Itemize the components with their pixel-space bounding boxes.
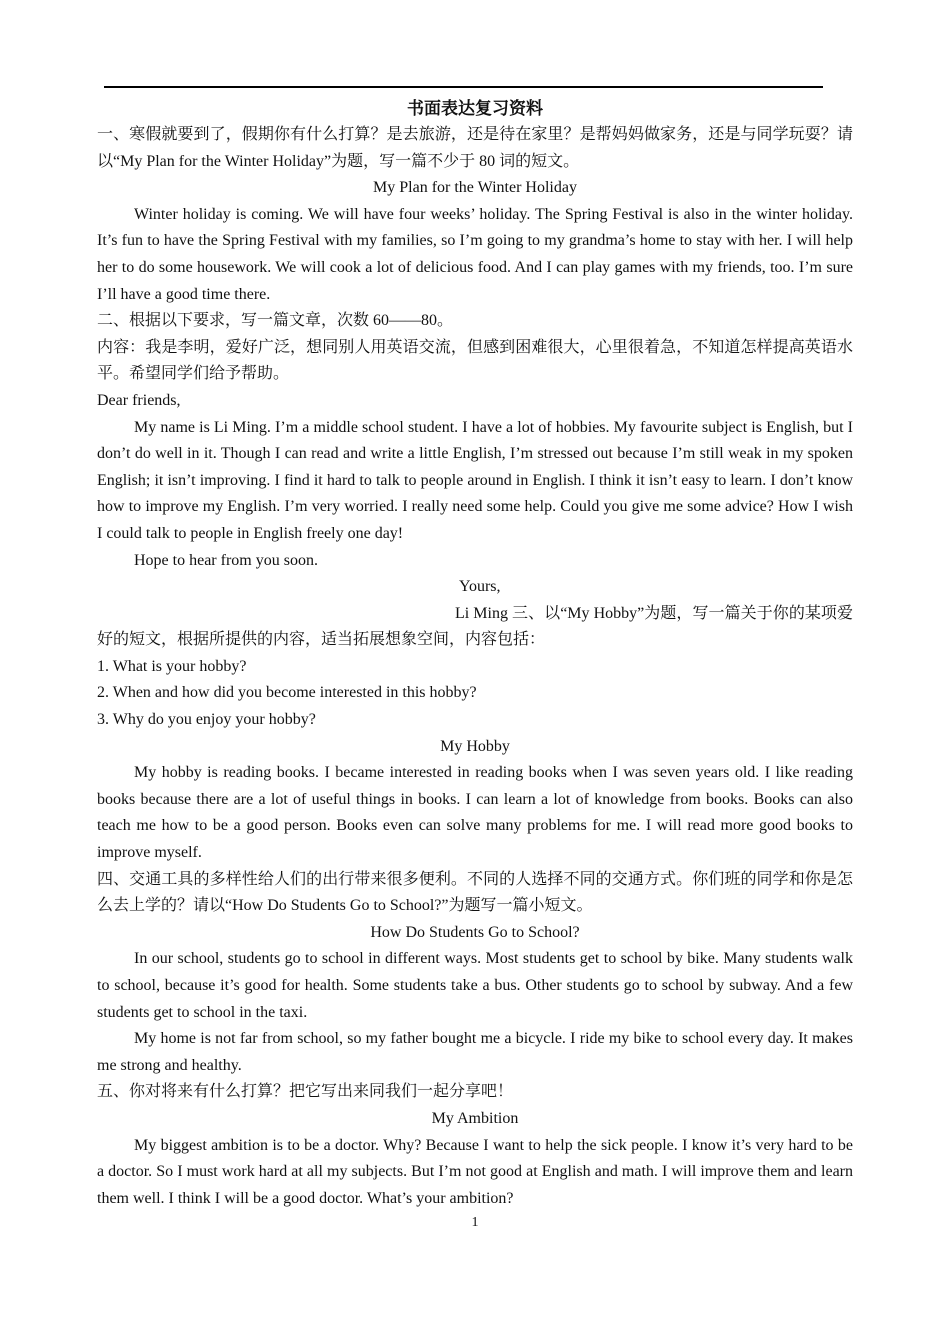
section-3-paragraph: My hobby is reading books. I became interested in reading books when I was seven years old. I like reading books because there are a lot of useful things in books. I can learn a lot of knowledge from books. Books can also teach me how to be a good person. Books even can solve many problems for me. I will read more good books to improve myself. [97, 764, 853, 862]
section-5-prompt: 五、你对将来有什么打算？把它写出来同我们一起分享吧！ [97, 1083, 514, 1101]
letter-paragraph: My name is Li Ming. I’m a middle school student. I have a lot of hobbies. My favourite subject is English, but I don’t do well in it. Though I can read and write a little English, I’m stressed out because I’m still weak in my spoken English; it isn’t improving. I find it hard to talk to people around in English. I think it isn’t easy to learn. I don’t know how to improve my English. I’m very worried. I really need some help. Could you give me some advice? How I wish I could talk to people in English freely one day! [97, 418, 853, 542]
letter-greeting: Dear friends, [97, 391, 181, 409]
document-title: 书面表达复习资料 [407, 99, 543, 119]
section-3-essay-title: My Hobby [440, 737, 510, 755]
page-number: 1 [471, 1215, 479, 1230]
section-3-prompt: 三、以“My Hobby”为题，写一篇关于你的某项爱好的短文，根据所提供的内容，适当拓展想象空间，内容包括： [97, 604, 853, 649]
section-3-question: 2. When and how did you become interested in this hobby? [97, 684, 477, 702]
section-1-prompt: 一、寒假就要到了，假期你有什么打算？是去旅游，还是待在家里？是帮妈妈做家务，还是与同学玩耍？请以“My Plan for the Winter Holiday”为题，写一篇不少于 80 词的短文。 [97, 126, 853, 170]
section-3-question: 1. What is your hobby? [97, 657, 247, 675]
letter-signature: Li Ming [455, 604, 508, 622]
letter-closing: Yours, [459, 578, 501, 596]
document-page [97, 96, 853, 1212]
section-4-paragraph: In our school, students go to school in different ways. Most students get to school by bike. Many students walk to school, because it’s good for health. Some students take a bus. Other students go to school by subway. And a few students get to school in the taxi. [97, 950, 853, 1021]
section-5-essay-title: My Ambition [431, 1109, 519, 1127]
section-2-content: 内容：我是李明，爱好广泛，想同别人用英语交流，但感到困难很大，心里很着急，不知道怎样提高英语水平。希望同学们给予帮助。 [97, 338, 853, 383]
letter-paragraph: Hope to hear from you soon. [134, 551, 318, 569]
section-4-prompt: 四、交通工具的多样性给人们的出行带来很多便利。不同的人选择不同的交通方式。你们班的同学和你是怎么去上学的？请以“How Do Students Go to School?”为题写一篇小短文。 [97, 870, 853, 915]
section-2-prompt: 二、根据以下要求，写一篇文章，次数 60——80。 [97, 312, 454, 330]
section-3-question: 3. Why do you enjoy your hobby? [97, 711, 316, 729]
header-rule [104, 86, 823, 88]
section-4-essay-title: How Do Students Go to School? [370, 923, 580, 941]
signature-and-section-3-prompt [97, 601, 853, 654]
section-4-paragraph: My home is not far from school, so my father bought me a bicycle. I ride my bike to school every day. It makes me strong and healthy. [97, 1030, 853, 1074]
section-5-paragraph: My biggest ambition is to be a doctor. Why? Because I want to help the sick people. I know it’s very hard to be a doctor. So I must work hard at all my subjects. But I’m not good at English and math. I will improve them and learn them well. I think I will be a good doctor. What’s your ambition? [97, 1136, 853, 1207]
section-1-essay-title: My Plan for the Winter Holiday [373, 179, 577, 197]
section-1-paragraph: Winter holiday is coming. We will have four weeks’ holiday. The Spring Festival is also in the winter holiday. It’s fun to have the Spring Festival with my families, so I’m going to my grandma’s home to stay with her. I will help her to do some housework. We will cook a lot of delicious food. And I can play games with my friends, too. I’m sure I’ll have a good time there. [97, 205, 853, 303]
